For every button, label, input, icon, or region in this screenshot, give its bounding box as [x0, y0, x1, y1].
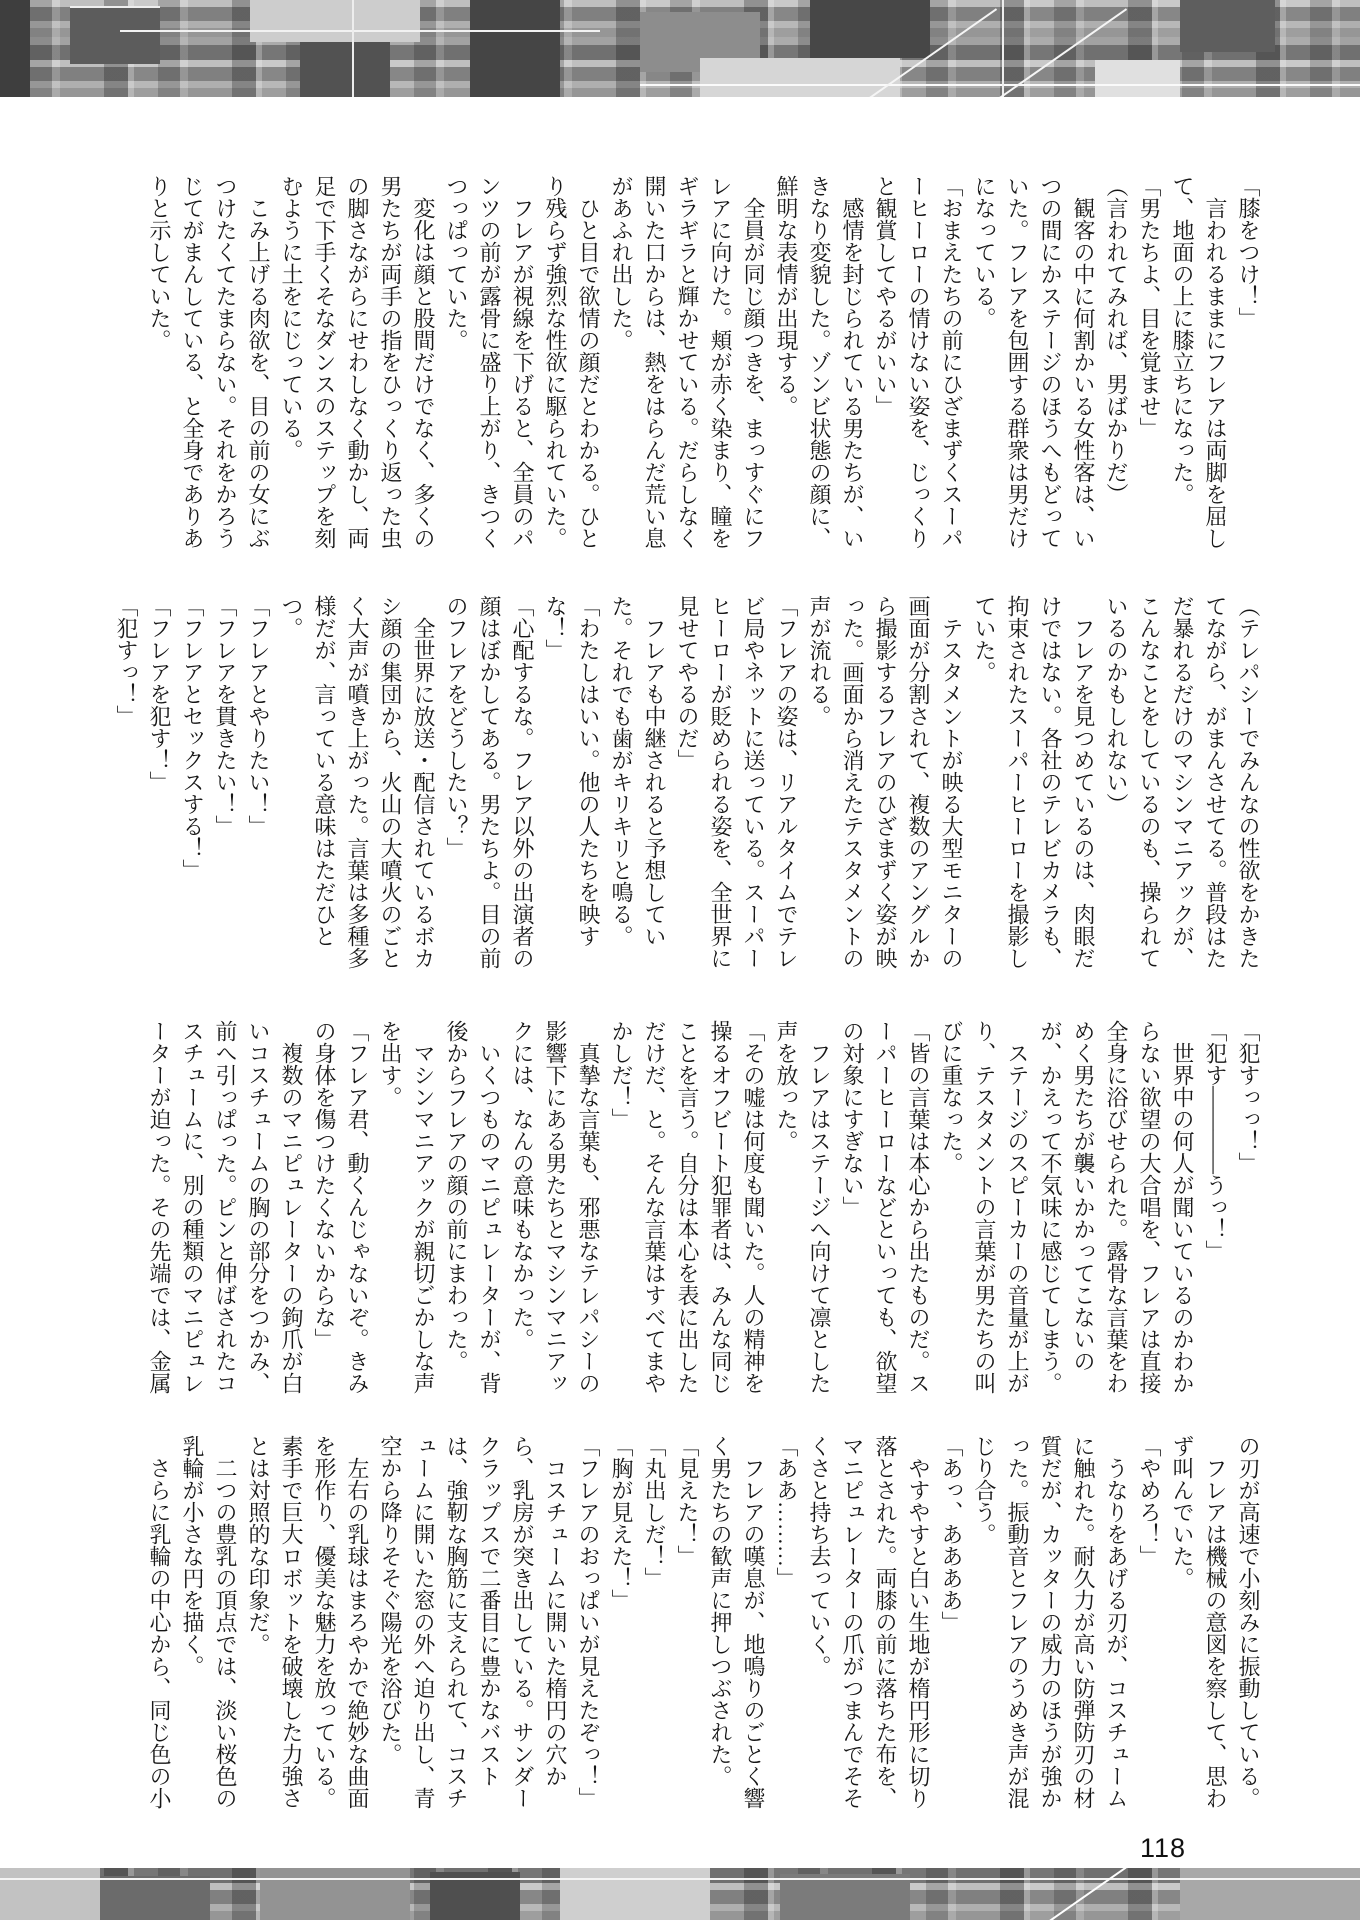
paragraph: 感情を封じられている男たちが、いきなり変貌した。ゾンビ状態の顔に、鮮明な表情が出現する。: [774, 175, 865, 549]
paragraph: こみ上げる肉欲を、目の前の女にぶつけたくてたまらない。それをかろうじてがまんしている、と全身でありありと示していた。: [147, 175, 271, 549]
paragraph: 「おまえたちの前にひざまずくスーパーヒーローの情けない姿を、じっくりと観賞してやるがいい」: [873, 175, 964, 549]
paragraph: 複数のマニピュレーターの鉤爪が白いコスチュームの胸の部分をつかみ、前へ引っぱった。ピンと伸ばされたコスチュームに、別の種類のマニピュレーターが迫った。その先端では、金属: [147, 1020, 304, 1394]
paragraph: マシンマニアックが親切ごかしな声を出す。: [378, 1020, 436, 1394]
glitch-tile: [100, 1876, 210, 1920]
glitch-line: [640, 84, 1360, 86]
header-glitch-artwork: [0, 0, 1360, 97]
paragraph: ひと目で欲情の顔だとわかる。ひとり残らず強烈な性欲に駆られていた。: [543, 175, 601, 549]
paragraph: 「胸が見えた！」: [609, 1435, 634, 1611]
glitch-tile: [0, 0, 30, 97]
glitch-tile: [700, 58, 900, 97]
paragraph: 「犯すっっ！」: [1236, 1020, 1261, 1174]
glitch-tile: [300, 42, 390, 97]
glitch-tile: [1180, 0, 1275, 52]
paragraph: 「その嘘は何度も聞いた。人の精神を操るオフビート犯罪者は、みんな同じことを言う。自分は本心を表に出しただけだ、と。そんな言葉はすべてまやかしだ！」: [609, 1020, 766, 1394]
paragraph: 「フレア君、動くんじゃないぞ。きみの身体を傷つけたくないからな」: [312, 1020, 370, 1394]
paragraph: フレアは機械の意図を察して、思わず叫んでいた。: [1170, 1435, 1228, 1809]
paragraph: 二つの豊乳の頂点では、淡い桜色の乳輪が小さな円を描く。: [180, 1435, 238, 1809]
paragraph: 「フレアとやりたい！」: [246, 595, 271, 837]
paragraph: 「やめろ！」: [1137, 1435, 1162, 1567]
paragraph: 「ああ………」: [774, 1435, 799, 1589]
paragraph: 左右の乳球はまろやかで絶妙な曲面を形作り、優美な魅力を放っている。素手で巨大ロボットを破壊した力強さとは対照的な印象だ。: [246, 1435, 370, 1809]
glitch-tile: [780, 1874, 910, 1920]
paragraph: フレアが視線を下げると、全員のパンツの前が露骨に盛り上がり、きつくつっぱっていた。: [444, 175, 535, 549]
glitch-tile: [1095, 60, 1180, 97]
paragraph: 「フレアのおっぱいが見えたぞっ！」: [576, 1435, 601, 1809]
glitch-tile: [250, 0, 420, 42]
paragraph: やすやすと白い生地が楕円形に切り落とされた。両膝の前に落ちた布を、マニピュレーターの爪がつまんでそそくさと持ち去っていく。: [807, 1435, 931, 1809]
paragraph: フレアを見つめているのは、肉眼だけではない。各社のテレビカメラも、拘束されたスーパーヒーローを撮影していた。: [972, 595, 1096, 969]
paragraph: フレアはステージへ向けて凛とした声を放った。: [774, 1020, 832, 1394]
glitch-line: [0, 1878, 1360, 1880]
paragraph: 「心配するな。フレア以外の出演者の顔はぼかしてある。男たちよ。目の前のフレアをどうしたい？」: [444, 595, 535, 969]
text-block-1: [140, 175, 1265, 555]
paragraph: フレアも中継されると予想していた。それでも歯がキリキリと鳴る。: [609, 595, 667, 947]
paragraph: 「あっ、ああああ」: [939, 1435, 964, 1633]
paragraph: 「フレアを貫きたい！」: [213, 595, 238, 837]
paragraph: いくつものマニピュレーターが、背後からフレアの顔の前にまわった。: [444, 1020, 502, 1394]
paragraph: さらに乳輪の中心から、同じ色の小: [147, 1435, 172, 1809]
paragraph: 「丸出しだ！」: [642, 1435, 667, 1589]
paragraph: （テレパシーでみんなの性欲をかきたてながら、がまんさせてる。普段はただ暴れるだけのマシンマニアックが、こんなことをしているのも、操られているのかもしれない）: [1104, 595, 1261, 969]
paragraph: 「フレアの姿は、リアルタイムでテレビ局やネットに送っている。スーパーヒーローが貶められる姿を、全世界に見せてやるのだ」: [675, 595, 799, 969]
paragraph: 「見えた！」: [675, 1435, 700, 1567]
glitch-line: [352, 0, 354, 97]
glitch-tile: [70, 6, 160, 64]
paragraph: 「男たちよ、目を覚ませ」: [1137, 175, 1162, 439]
paragraph: 世界中の何人が聞いているのかわからない欲望の大合唱を、フレアは直接全身に浴びせられた。露骨な言葉をわめく男たちが襲いかかってこないのが、かえって不気味に感じてしまう。: [1038, 1020, 1195, 1394]
paragraph: 「わたしはいい。他の人たちを映すな！」: [543, 595, 601, 947]
text-block-3: [140, 1020, 1265, 1400]
paragraph: フレアの嘆息が、地鳴りのごとく響く男たちの歓声に押しつぶされた。: [708, 1435, 766, 1809]
paragraph: 真摯な言葉も、邪悪なテレパシーの影響下にある男たちとマシンマニアックには、なんの意味もなかった。: [510, 1020, 601, 1394]
text-block-4: [140, 1435, 1265, 1815]
paragraph: コスチュームに開いた楕円の穴から、乳房が突き出している。サンダークラップスで二番目に豊かなバストは、強靭な胸筋に支えられて、コスチュームに開いた窓の外へ迫り出し、青空から降りそそぐ陽光を浴びた。: [378, 1435, 568, 1809]
paragraph: の刃が高速で小刻みに振動している。: [1236, 1435, 1261, 1809]
glitch-diagonal-line: [1035, 1868, 1126, 1920]
paragraph: 変化は顔と股間だけでなく、多くの男たちが両手の指をひっくり返った虫の脚さながらにせわしなく動かし、両足で下手くそなダンスのステップを刻むように土をにじっている。: [279, 175, 436, 549]
text-block-2: [114, 595, 1265, 975]
paragraph: （言われてみれば、男ばかりだ）: [1104, 175, 1129, 505]
page-number: 118: [1140, 1833, 1187, 1863]
paragraph: 全員が同じ顔つきを、まっすぐにフレアに向けた。頬が赤く染まり、瞳をギラギラと輝かせている。だらしなく開いた口からは、熱をはらんだ荒い息があふれ出した。: [609, 175, 766, 549]
paragraph: うなりをあげる刃が、コスチュームに触れた。耐久力が高い防弾防刃の材質だが、カッターの威力のほうが強かった。振動音とフレアのうめき声が混じり合う。: [972, 1435, 1129, 1809]
paragraph: 「皆の言葉は本心から出たものだ。スーパーヒーローなどといっても、欲望の対象にすぎない」: [840, 1020, 931, 1394]
glitch-tile: [260, 1868, 410, 1920]
paragraph: 「犯す――――うっ！」: [1203, 1020, 1228, 1262]
glitch-tile: [470, 0, 560, 97]
paragraph: 言われるままにフレアは両脚を屈して、地面の上に膝立ちになった。: [1170, 175, 1228, 549]
paragraph: 「フレアを犯す！」: [147, 595, 172, 793]
glitch-tile: [1180, 1868, 1360, 1920]
paragraph: テスタメントが映る大型モニターの画面が分割されて、複数のアングルから撮影するフレアのひざまずく姿が映った。画面から消えたテスタメントの声が流れる。: [807, 595, 964, 969]
paragraph: 「犯すっ！」: [114, 595, 139, 727]
glitch-line: [1002, 0, 1004, 97]
footer-glitch-artwork: [0, 1868, 1360, 1920]
paragraph: 「膝をつけ！」: [1236, 175, 1261, 329]
glitch-tile: [0, 1868, 100, 1920]
paragraph: 観客の中に何割かいる女性客は、いつの間にかステージのほうへもどっていた。フレアを包囲する群衆は男だけになっている。: [972, 175, 1096, 549]
glitch-tile: [810, 0, 930, 58]
paragraph: ステージのスピーカーの音量が上がり、テスタメントの言葉が男たちの叫びに重なった。: [939, 1020, 1030, 1394]
paragraph: 全世界に放送・配信されているボカシ顔の集団から、火山の大噴火のごとく大声が噴き上がった。言葉は多種多様だが、言っている意味はただひとつ。: [279, 595, 436, 969]
paragraph: 「フレアとセックスする！」: [180, 595, 205, 881]
glitch-line: [120, 30, 600, 32]
glitch-tile: [560, 1868, 710, 1920]
